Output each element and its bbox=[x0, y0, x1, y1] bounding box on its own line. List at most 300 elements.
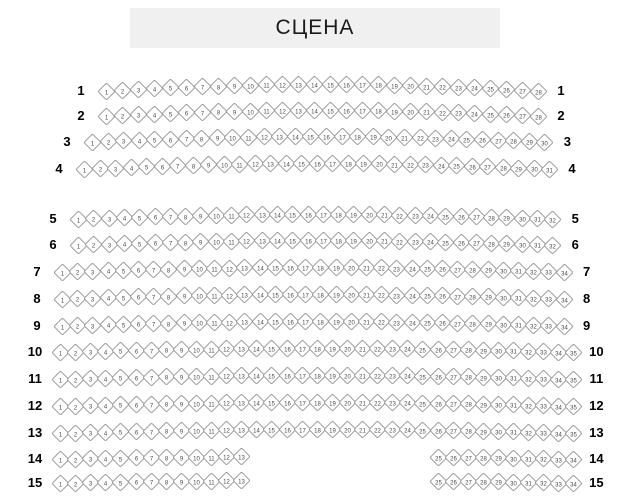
seat-number: 12 bbox=[260, 135, 268, 142]
seat-number: 2 bbox=[98, 167, 102, 174]
seat-number: 26 bbox=[439, 294, 446, 301]
seat-number: 24 bbox=[471, 111, 478, 118]
seat-number: 33 bbox=[545, 297, 553, 304]
seat[interactable] bbox=[177, 78, 195, 96]
seat-number: 30 bbox=[495, 348, 502, 355]
seat-number: 31 bbox=[525, 456, 532, 463]
seat-number: 25 bbox=[453, 164, 460, 171]
seat-number: 16 bbox=[304, 238, 312, 245]
seat-number: 5 bbox=[168, 86, 173, 93]
seat-number: 8 bbox=[167, 321, 171, 328]
seat-number: 33 bbox=[545, 270, 553, 277]
seat-number: 30 bbox=[495, 375, 502, 382]
seat-number: 32 bbox=[540, 481, 548, 488]
seat-number: 14 bbox=[256, 320, 264, 327]
seat-number: 4 bbox=[104, 376, 108, 383]
seat-number: 5 bbox=[119, 376, 123, 383]
seat-number: 25 bbox=[434, 455, 442, 462]
seat-number: 8 bbox=[191, 163, 195, 170]
seat-number: 31 bbox=[515, 323, 522, 330]
seat[interactable] bbox=[161, 130, 179, 148]
seat-number: 1 bbox=[76, 243, 81, 250]
row-number-right: 8 bbox=[582, 291, 591, 306]
seat[interactable] bbox=[544, 236, 562, 254]
seat-number: 28 bbox=[488, 241, 495, 248]
seat-number: 32 bbox=[525, 403, 532, 410]
seat-number: 27 bbox=[464, 455, 472, 462]
seat-number: 22 bbox=[406, 162, 414, 169]
seat-number: 2 bbox=[73, 431, 78, 438]
seat-number: 14 bbox=[253, 428, 261, 435]
seat-number: 7 bbox=[149, 480, 153, 487]
seat[interactable] bbox=[565, 450, 583, 468]
seat-number: 12 bbox=[223, 455, 230, 462]
seat-number: 14 bbox=[291, 134, 299, 141]
seat-number: 7 bbox=[149, 375, 153, 382]
seat-number: 3 bbox=[89, 457, 93, 464]
seat-number: 31 bbox=[510, 349, 517, 356]
seat-number: 16 bbox=[287, 265, 294, 272]
seat-number: 26 bbox=[439, 267, 446, 274]
seat-number: 10 bbox=[193, 428, 200, 435]
seat-number: 11 bbox=[228, 239, 235, 246]
seat-number: 16 bbox=[283, 427, 291, 434]
seat-number: 24 bbox=[408, 293, 416, 300]
seat-number: 1 bbox=[58, 431, 63, 438]
seat-number: 23 bbox=[393, 293, 401, 300]
seat-number: 10 bbox=[195, 293, 203, 300]
seat-number: 27 bbox=[472, 215, 480, 222]
seat-number: 27 bbox=[519, 88, 526, 95]
seat-number: 5 bbox=[119, 403, 123, 410]
seat-number: 9 bbox=[182, 294, 186, 301]
seat-number: 28 bbox=[479, 480, 487, 487]
seat-number: 19 bbox=[350, 239, 358, 246]
seat-number: 17 bbox=[319, 212, 327, 219]
seat-number: 23 bbox=[389, 347, 397, 354]
seat-number: 34 bbox=[555, 350, 563, 357]
seat-number: 25 bbox=[419, 401, 427, 408]
seat[interactable] bbox=[555, 317, 573, 335]
seat-number: 12 bbox=[226, 320, 234, 327]
seat-number: 27 bbox=[454, 267, 462, 274]
seat-number: 25 bbox=[434, 479, 442, 486]
seat-number: 7 bbox=[152, 294, 156, 301]
seat-number: 7 bbox=[168, 214, 172, 221]
seat-number: 9 bbox=[179, 429, 183, 436]
row-number-right: 13 bbox=[589, 425, 604, 440]
seat-number: 20 bbox=[375, 162, 383, 169]
seat-number: 10 bbox=[193, 374, 200, 381]
seat[interactable] bbox=[565, 343, 583, 361]
seat[interactable] bbox=[113, 81, 131, 99]
seat-number: 34 bbox=[560, 297, 568, 304]
seat-number: 26 bbox=[457, 240, 465, 247]
seat[interactable] bbox=[97, 82, 115, 100]
seat-number: 18 bbox=[317, 292, 325, 299]
seat-number: 26 bbox=[434, 347, 442, 354]
seat-number: 22 bbox=[374, 374, 381, 381]
seat[interactable] bbox=[536, 133, 554, 151]
seat-number: 25 bbox=[487, 112, 494, 119]
seat-number: 17 bbox=[319, 238, 327, 245]
seat-number: 22 bbox=[378, 293, 386, 300]
seat-number: 17 bbox=[298, 400, 306, 407]
seat[interactable] bbox=[97, 107, 115, 125]
seat-number: 24 bbox=[408, 320, 416, 327]
seat-number: 12 bbox=[279, 109, 286, 116]
seat-number: 28 bbox=[510, 139, 518, 146]
seat-number: 25 bbox=[442, 214, 450, 221]
seat-number: 29 bbox=[484, 295, 492, 302]
seat-number: 5 bbox=[138, 241, 142, 248]
seat-number: 21 bbox=[381, 239, 388, 246]
seat-number: 27 bbox=[494, 138, 502, 145]
row-number-right: 9 bbox=[582, 318, 591, 333]
row-number-right: 2 bbox=[557, 108, 565, 123]
seat[interactable] bbox=[145, 80, 163, 98]
seat[interactable] bbox=[555, 263, 573, 281]
seat-number: 33 bbox=[540, 431, 548, 438]
seat-number: 18 bbox=[375, 83, 382, 90]
seat[interactable] bbox=[241, 76, 259, 94]
seat-number: 4 bbox=[152, 87, 157, 94]
row-number-left: 1 bbox=[77, 83, 85, 98]
seat-number: 17 bbox=[302, 292, 310, 299]
seat-number: 16 bbox=[283, 346, 291, 353]
seat-number: 7 bbox=[149, 429, 153, 436]
row-number-left: 9 bbox=[33, 318, 41, 333]
seat-number: 1 bbox=[90, 140, 95, 147]
seat-number: 31 bbox=[515, 269, 522, 276]
seat-number: 13 bbox=[238, 479, 246, 486]
seat-number: 32 bbox=[540, 457, 548, 464]
seat-number: 14 bbox=[311, 82, 318, 89]
seat-number: 32 bbox=[530, 296, 538, 303]
seat-number: 11 bbox=[208, 401, 215, 408]
seat-number: 17 bbox=[359, 109, 366, 116]
seat-number: 30 bbox=[518, 216, 526, 223]
seat-number: 28 bbox=[464, 402, 472, 409]
seat-number: 32 bbox=[525, 349, 532, 356]
seat-number: 35 bbox=[570, 431, 578, 438]
seat[interactable] bbox=[209, 77, 227, 95]
seat-number: 30 bbox=[499, 322, 507, 329]
seat-number: 18 bbox=[317, 265, 325, 272]
seat-number: 29 bbox=[479, 429, 487, 436]
seat-number: 21 bbox=[401, 135, 408, 142]
seat-number: 34 bbox=[555, 377, 563, 384]
seat-number: 30 bbox=[510, 480, 517, 487]
seat-number: 29 bbox=[484, 268, 492, 275]
seat-number: 18 bbox=[317, 319, 325, 326]
seat-number: 23 bbox=[432, 136, 440, 143]
seat-number: 4 bbox=[106, 323, 110, 330]
seat-number: 26 bbox=[439, 321, 446, 328]
seat-number: 33 bbox=[555, 457, 563, 464]
seat-number: 23 bbox=[389, 428, 397, 435]
row-number-left: 15 bbox=[27, 475, 43, 490]
seat[interactable] bbox=[161, 104, 179, 122]
seat-number: 13 bbox=[276, 135, 284, 142]
seat-number: 9 bbox=[182, 321, 186, 328]
seat-number: 20 bbox=[365, 213, 373, 220]
seat-number: 12 bbox=[251, 162, 259, 169]
seat-number: 11 bbox=[228, 213, 235, 220]
seat[interactable] bbox=[230, 155, 248, 173]
seat-number: 17 bbox=[329, 161, 336, 168]
seat-number: 27 bbox=[449, 348, 457, 355]
seat-number: 18 bbox=[313, 346, 321, 353]
seat-number: 25 bbox=[423, 320, 431, 327]
seat-number: 18 bbox=[335, 212, 342, 219]
seat-number: 15 bbox=[271, 293, 279, 300]
seat-number: 19 bbox=[328, 427, 336, 434]
seat-number: 23 bbox=[411, 213, 419, 220]
seat-number: 27 bbox=[449, 375, 457, 382]
seat-number: 28 bbox=[499, 165, 507, 172]
row-number-left: 7 bbox=[33, 264, 41, 279]
seat[interactable] bbox=[129, 80, 147, 98]
row-number-right: 11 bbox=[589, 371, 604, 386]
seat-number: 20 bbox=[344, 346, 351, 353]
seat-number: 24 bbox=[471, 86, 478, 93]
seat-number: 29 bbox=[503, 242, 511, 249]
seat-number: 7 bbox=[175, 164, 180, 171]
seat-number: 13 bbox=[267, 162, 274, 169]
seat-number: 7 bbox=[149, 456, 153, 463]
seat-number: 1 bbox=[58, 404, 63, 411]
seat-number: 6 bbox=[134, 348, 138, 355]
row-number-left: 10 bbox=[27, 344, 43, 359]
seat[interactable] bbox=[75, 160, 93, 178]
seat-number: 22 bbox=[396, 213, 404, 220]
seat-number: 6 bbox=[134, 480, 138, 487]
seat-number: 2 bbox=[76, 324, 80, 331]
seat-number: 16 bbox=[343, 82, 350, 89]
seat-number: 3 bbox=[89, 377, 93, 384]
seat-number: 8 bbox=[200, 136, 204, 143]
seat-number: 6 bbox=[153, 241, 157, 248]
seat-number: 10 bbox=[229, 135, 237, 142]
seat-number: 10 bbox=[220, 162, 228, 169]
seat-number: 12 bbox=[223, 428, 230, 435]
seat-number: 7 bbox=[149, 348, 153, 355]
seat-number: 9 bbox=[199, 240, 203, 247]
seat-number: 9 bbox=[182, 267, 186, 274]
seat-number: 16 bbox=[283, 373, 291, 380]
seat-number: 27 bbox=[464, 479, 472, 486]
seat-number: 35 bbox=[570, 350, 578, 357]
seat-number: 33 bbox=[540, 350, 548, 357]
seat-number: 18 bbox=[313, 427, 321, 434]
row-number-right: 10 bbox=[589, 344, 604, 359]
seat-number: 9 bbox=[232, 109, 237, 116]
seat-number: 5 bbox=[121, 268, 125, 275]
seat-number: 15 bbox=[268, 374, 276, 381]
seat-number: 10 bbox=[195, 320, 203, 327]
seat-number: 32 bbox=[549, 217, 557, 224]
seat-number: 26 bbox=[449, 455, 457, 462]
stage-area bbox=[130, 8, 500, 48]
seat-number: 8 bbox=[164, 348, 168, 355]
seat-number: 18 bbox=[354, 135, 362, 142]
seat-number: 4 bbox=[122, 242, 127, 249]
seat-number: 19 bbox=[350, 213, 358, 220]
seat-number: 28 bbox=[464, 429, 472, 436]
seat-number: 21 bbox=[363, 266, 370, 273]
seat-number: 8 bbox=[164, 429, 168, 436]
seat[interactable] bbox=[232, 472, 250, 490]
seat[interactable] bbox=[529, 107, 547, 125]
seat[interactable] bbox=[565, 370, 583, 388]
seat-number: 22 bbox=[378, 320, 386, 327]
seat-number: 13 bbox=[238, 374, 246, 381]
seat-number: 25 bbox=[419, 347, 427, 354]
seat[interactable] bbox=[83, 133, 101, 151]
seat-number: 21 bbox=[363, 293, 370, 300]
seat-number: 11 bbox=[208, 374, 215, 381]
seat-number: 29 bbox=[515, 166, 522, 173]
seat[interactable] bbox=[565, 474, 583, 492]
seat-number: 11 bbox=[211, 320, 218, 327]
seat-number: 18 bbox=[375, 109, 382, 116]
seat-number: 23 bbox=[393, 266, 401, 273]
seat[interactable] bbox=[241, 102, 259, 120]
seat-number: 6 bbox=[160, 164, 164, 171]
seat[interactable] bbox=[239, 128, 257, 146]
seat[interactable] bbox=[555, 290, 573, 308]
seat-number: 4 bbox=[104, 349, 108, 356]
seat-number: 7 bbox=[152, 321, 156, 328]
seat-number: 35 bbox=[570, 404, 578, 411]
seat-number: 1 bbox=[58, 350, 63, 357]
seat-number: 7 bbox=[200, 85, 205, 92]
seat-number: 11 bbox=[208, 428, 215, 435]
seat[interactable] bbox=[145, 105, 163, 123]
seat[interactable] bbox=[232, 448, 250, 466]
seat-number: 2 bbox=[73, 350, 78, 357]
seat-number: 29 bbox=[479, 375, 487, 382]
seat-number: 15 bbox=[268, 428, 276, 435]
row-number-right: 12 bbox=[589, 398, 604, 413]
seat-number: 2 bbox=[92, 243, 96, 250]
seat-number: 25 bbox=[487, 87, 494, 94]
seat-number: 5 bbox=[144, 165, 149, 172]
seat-number: 11 bbox=[208, 347, 215, 354]
seat[interactable] bbox=[565, 424, 583, 442]
seat-number: 34 bbox=[555, 431, 563, 438]
seat-number: 11 bbox=[236, 162, 243, 169]
seat-number: 10 bbox=[212, 213, 220, 220]
seat-number: 34 bbox=[555, 404, 563, 411]
seat-number: 7 bbox=[152, 267, 156, 274]
row-number-left: 5 bbox=[49, 211, 57, 226]
seat-number: 20 bbox=[347, 266, 355, 273]
seat-number: 24 bbox=[408, 266, 416, 273]
seat-number: 14 bbox=[253, 374, 261, 381]
seat-number: 8 bbox=[164, 455, 168, 462]
seat-number: 33 bbox=[540, 404, 548, 411]
seat[interactable] bbox=[540, 160, 558, 178]
seat[interactable] bbox=[193, 103, 211, 121]
seat[interactable] bbox=[529, 82, 547, 100]
row-number-right: 5 bbox=[571, 211, 579, 226]
seat-number: 12 bbox=[226, 266, 234, 273]
seat-number: 21 bbox=[423, 110, 430, 117]
seat[interactable] bbox=[544, 210, 562, 228]
seat-number: 13 bbox=[295, 108, 302, 115]
seat-number: 8 bbox=[167, 294, 171, 301]
seat-number: 32 bbox=[549, 243, 557, 250]
seat-number: 5 bbox=[138, 215, 142, 222]
row-number-right: 7 bbox=[582, 264, 591, 279]
row-number-right: 3 bbox=[563, 134, 571, 149]
row-number-left: 2 bbox=[77, 108, 85, 123]
seat-number: 26 bbox=[434, 428, 442, 435]
seat-number: 15 bbox=[268, 347, 276, 354]
seat-number: 8 bbox=[167, 267, 171, 274]
seat-number: 27 bbox=[449, 429, 457, 436]
seat-number: 27 bbox=[454, 321, 462, 328]
seat-number: 8 bbox=[164, 479, 168, 486]
seat-number: 1 bbox=[76, 217, 81, 224]
seat-number: 5 bbox=[121, 322, 125, 329]
seat-number: 25 bbox=[419, 374, 427, 381]
seat-number: 35 bbox=[570, 377, 578, 384]
seat-number: 31 bbox=[525, 480, 532, 487]
seat-number: 28 bbox=[469, 294, 477, 301]
seat-number: 30 bbox=[530, 167, 538, 174]
seat-number: 6 bbox=[136, 295, 141, 302]
seat-number: 12 bbox=[279, 83, 286, 90]
seat[interactable] bbox=[113, 106, 131, 124]
seat-number: 32 bbox=[525, 430, 532, 437]
seat-number: 29 bbox=[479, 348, 487, 355]
seat-number: 15 bbox=[271, 320, 279, 327]
seat-number: 13 bbox=[238, 428, 246, 435]
seat-number: 18 bbox=[344, 162, 352, 169]
seat-number: 29 bbox=[495, 480, 502, 487]
row-number-left: 12 bbox=[27, 398, 43, 413]
seat-number: 16 bbox=[323, 134, 330, 141]
seat-number: 31 bbox=[510, 376, 517, 383]
seat-number: 2 bbox=[73, 404, 78, 411]
seat-number: 23 bbox=[455, 85, 462, 92]
seat-number: 3 bbox=[107, 242, 111, 249]
seat-number: 23 bbox=[389, 401, 397, 408]
seat-number: 6 bbox=[134, 429, 138, 436]
seat-number: 17 bbox=[298, 373, 306, 380]
seat-number: 2 bbox=[76, 270, 80, 277]
seat-number: 5 bbox=[121, 295, 125, 302]
seat-number: 26 bbox=[479, 138, 486, 145]
seat-number: 17 bbox=[302, 319, 310, 326]
seat-number: 16 bbox=[343, 108, 350, 115]
seat-number: 10 bbox=[193, 401, 200, 408]
seat[interactable] bbox=[565, 397, 583, 415]
row-number-right: 4 bbox=[568, 161, 576, 176]
seat-number: 20 bbox=[407, 109, 414, 116]
seat-number: 15 bbox=[298, 161, 305, 168]
seat-number: 2 bbox=[106, 140, 110, 147]
seat-number: 30 bbox=[518, 242, 526, 249]
seat-number: 34 bbox=[570, 481, 578, 488]
seat-number: 25 bbox=[463, 137, 471, 144]
row-number-left: 14 bbox=[27, 451, 43, 466]
seat-number: 13 bbox=[238, 401, 246, 408]
seat-number: 3 bbox=[89, 481, 93, 488]
